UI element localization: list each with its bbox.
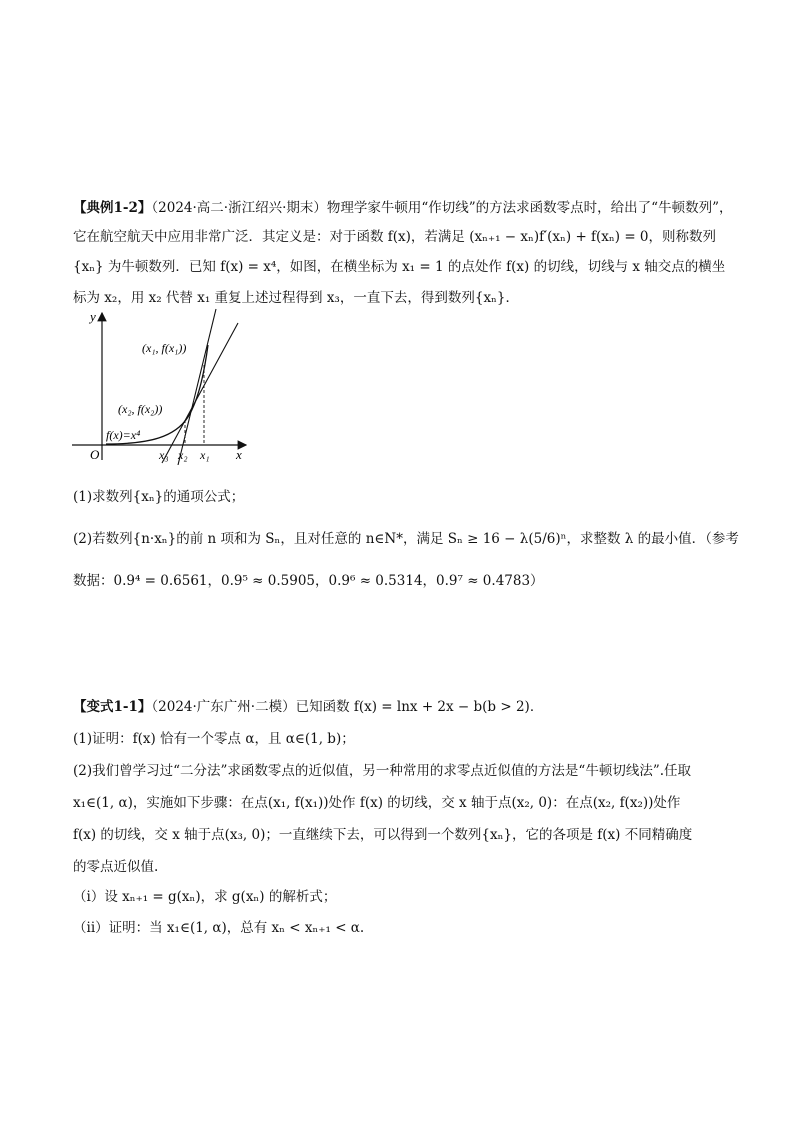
x2-label: x₂ <box>178 448 188 462</box>
point1-label: (x₁, f(x₁)) <box>142 341 187 355</box>
variant-p2-line1: (2)我们曾学习过“二分法”求函数零点的近似值，另一种常用的求零点近似值的方法是“牛顿切线法”.任取 <box>73 763 692 779</box>
variant-line-1 <box>73 695 543 715</box>
example-tag: 【典例1-2】 <box>73 200 152 216</box>
example-q1: (1)求数列{xₙ}的通项公式； <box>73 489 245 505</box>
point2-label: (x₂, f(x₂)) <box>118 402 163 416</box>
example-line-2: 它在航空航天中应用非常广泛．其定义是：对于函数 f(x)，若满足 (xₙ₊₁ − xₙ)f′(xₙ) + f(xₙ) = 0，则称数列 <box>73 229 717 245</box>
y-label: y <box>90 309 96 324</box>
x1-label: x₁ <box>200 448 210 462</box>
curve-label: f(x)=x⁴ <box>106 428 141 442</box>
tangent-figure <box>70 305 260 465</box>
tangent-2 <box>178 309 216 465</box>
variant-p2-line3: f(x) 的切线，交 x 轴于点(x₃, 0)；一直继续下去，可以得到一个数列{xₙ}，它的各项是 f(x) 不同精确度 <box>73 827 693 843</box>
example-q2: (2)若数列{n·xₙ}的前 n 项和为 Sₙ，且对任意的 n∈N*，满足 Sₙ ≥ 16 − λ(5/6)ⁿ，求整数 λ 的最小值．（参考 <box>73 531 739 547</box>
example-line-4: 标为 x₂，用 x₂ 代替 x₁ 重复上述过程得到 x₃，一直下去，得到数列{xₙ}． <box>73 290 519 306</box>
example-line-3: {xₙ} 为牛顿数列．已知 f(x) = x⁴，如图，在横坐标为 x₁ = 1 的点处作 f(x) 的切线，切线与 x 轴交点的横坐 <box>73 259 726 275</box>
example-q2-data: 数据：0.9⁴ = 0.6561，0.9⁵ ≈ 0.5905，0.9⁶ ≈ 0.5314，0.9⁷ ≈ 0.4783） <box>73 573 544 589</box>
variant-p1: (1)证明：f(x) 恰有一个零点 α，且 α∈(1, b)； <box>73 731 355 747</box>
origin-label: O <box>90 447 100 462</box>
variant-p2-line2: x₁∈(1, α)，实施如下步骤：在点(x₁, f(x₁))处作 f(x) 的切线，交 x 轴于点(x₂, 0)：在点(x₂, f(x₂))处作 <box>73 795 681 811</box>
variant-head: （2024·广东广州·二模）已知函数 f(x) = lnx + 2x − b(b > 2)． <box>151 699 544 715</box>
example-text-1: （2024·高二·浙江绍兴·期末）物理学家牛顿用“作切线”的方法求函数零点时，给出了“牛顿数列”， <box>151 200 733 216</box>
variant-sub-ii: （ii）证明：当 x₁∈(1, α)，总有 xₙ < xₙ₊₁ < α. <box>73 920 365 936</box>
x-label: x <box>236 447 242 462</box>
variant-sub-i: （i）设 xₙ₊₁ = g(xₙ)，求 g(xₙ) 的解析式； <box>73 889 337 905</box>
variant-tag: 【变式1-1】 <box>73 699 152 715</box>
variant-p2-line4: 的零点近似值. <box>73 859 159 875</box>
example-line-1 <box>73 196 732 216</box>
x3-label: x₃ <box>159 448 169 462</box>
